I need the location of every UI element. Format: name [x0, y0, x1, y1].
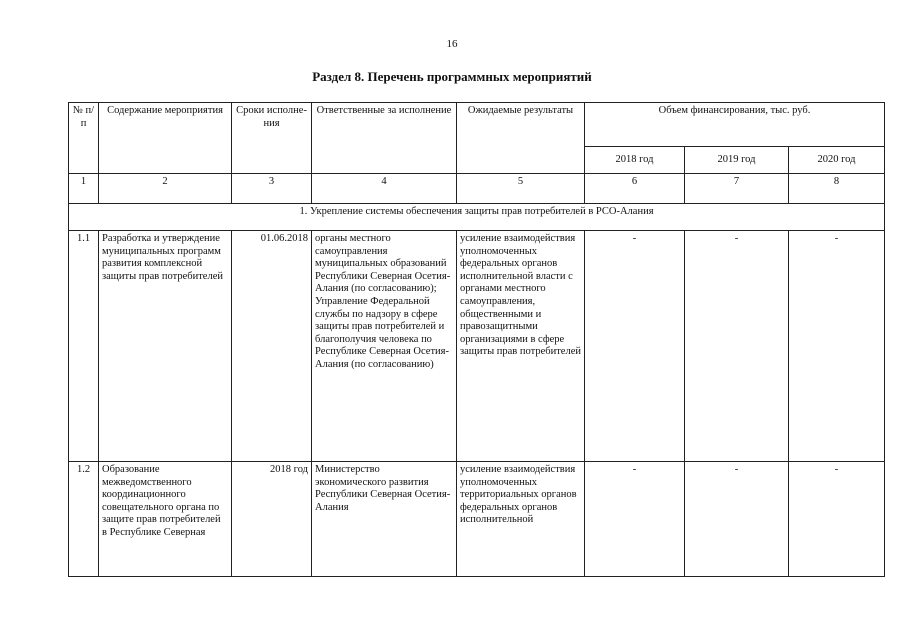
header-year-2018: 2018 год [585, 146, 685, 173]
table-row [69, 462, 885, 577]
row-content: Разработка и утверждение муниципальных программ развития комплексной защиты прав потребителей [99, 231, 232, 462]
column-number: 3 [232, 174, 312, 204]
row-funding-2019: - [685, 462, 789, 577]
header-year-2020: 2020 год [789, 146, 885, 173]
header-funding: Объем финансирования, тыс. руб. [585, 103, 885, 147]
column-number: 8 [789, 174, 885, 204]
section-heading: 1. Укрепление системы обеспечения защиты прав потребителей в РСО-Алания [69, 204, 885, 231]
header-responsible: Ответственные за исполнение [312, 103, 457, 174]
header-content: Содержание мероприятия [99, 103, 232, 174]
header-terms: Сроки исполне-ния [232, 103, 312, 174]
header-results: Ожидаемые результаты [457, 103, 585, 174]
table-row [69, 231, 885, 462]
row-funding-2018: - [585, 462, 685, 577]
row-results: усиление взаимодействия уполномоченных территориальных органов федеральных органов исполнительной [457, 462, 585, 577]
row-terms: 01.06.2018 [232, 231, 312, 462]
header-year-2019: 2019 год [685, 146, 789, 173]
row-funding-2019: - [685, 231, 789, 462]
row-responsible: органы местного самоуправления муниципальных образований Республики Северная Осетия-Алания (по согласованию); Управление Федеральной службы по надзору в сфере защиты прав потребителей и благополучия человека по Республике Северная Осетия-Алания (по согласованию) [312, 231, 457, 462]
row-funding-2020: - [789, 231, 885, 462]
column-number: 7 [685, 174, 789, 204]
header-row [69, 103, 885, 147]
row-funding-2018: - [585, 231, 685, 462]
header-num: № п/п [69, 103, 99, 174]
row-results: усиление взаимодействия уполномоченных федеральных органов исполнительной власти с органами местного самоуправления, общественными и правозащитными организациями в сфере защиты прав потребителей [457, 231, 585, 462]
row-terms: 2018 год [232, 462, 312, 577]
section-title: Раздел 8. Перечень программных мероприятий [312, 69, 592, 84]
row-number: 1.1 [69, 231, 99, 462]
column-number: 4 [312, 174, 457, 204]
section-row [69, 204, 885, 231]
program-table [68, 102, 885, 577]
row-number: 1.2 [69, 462, 99, 577]
page-number: 16 [446, 38, 458, 50]
row-responsible: Министерство экономического развития Республики Северная Осетия-Алания [312, 462, 457, 577]
column-number-row [69, 174, 885, 204]
column-number: 1 [69, 174, 99, 204]
column-number: 5 [457, 174, 585, 204]
column-number: 6 [585, 174, 685, 204]
row-funding-2020: - [789, 462, 885, 577]
column-number: 2 [99, 174, 232, 204]
row-content: Образование межведомственного координационного совещательного органа по защите прав потребителей в Республике Северная [99, 462, 232, 577]
